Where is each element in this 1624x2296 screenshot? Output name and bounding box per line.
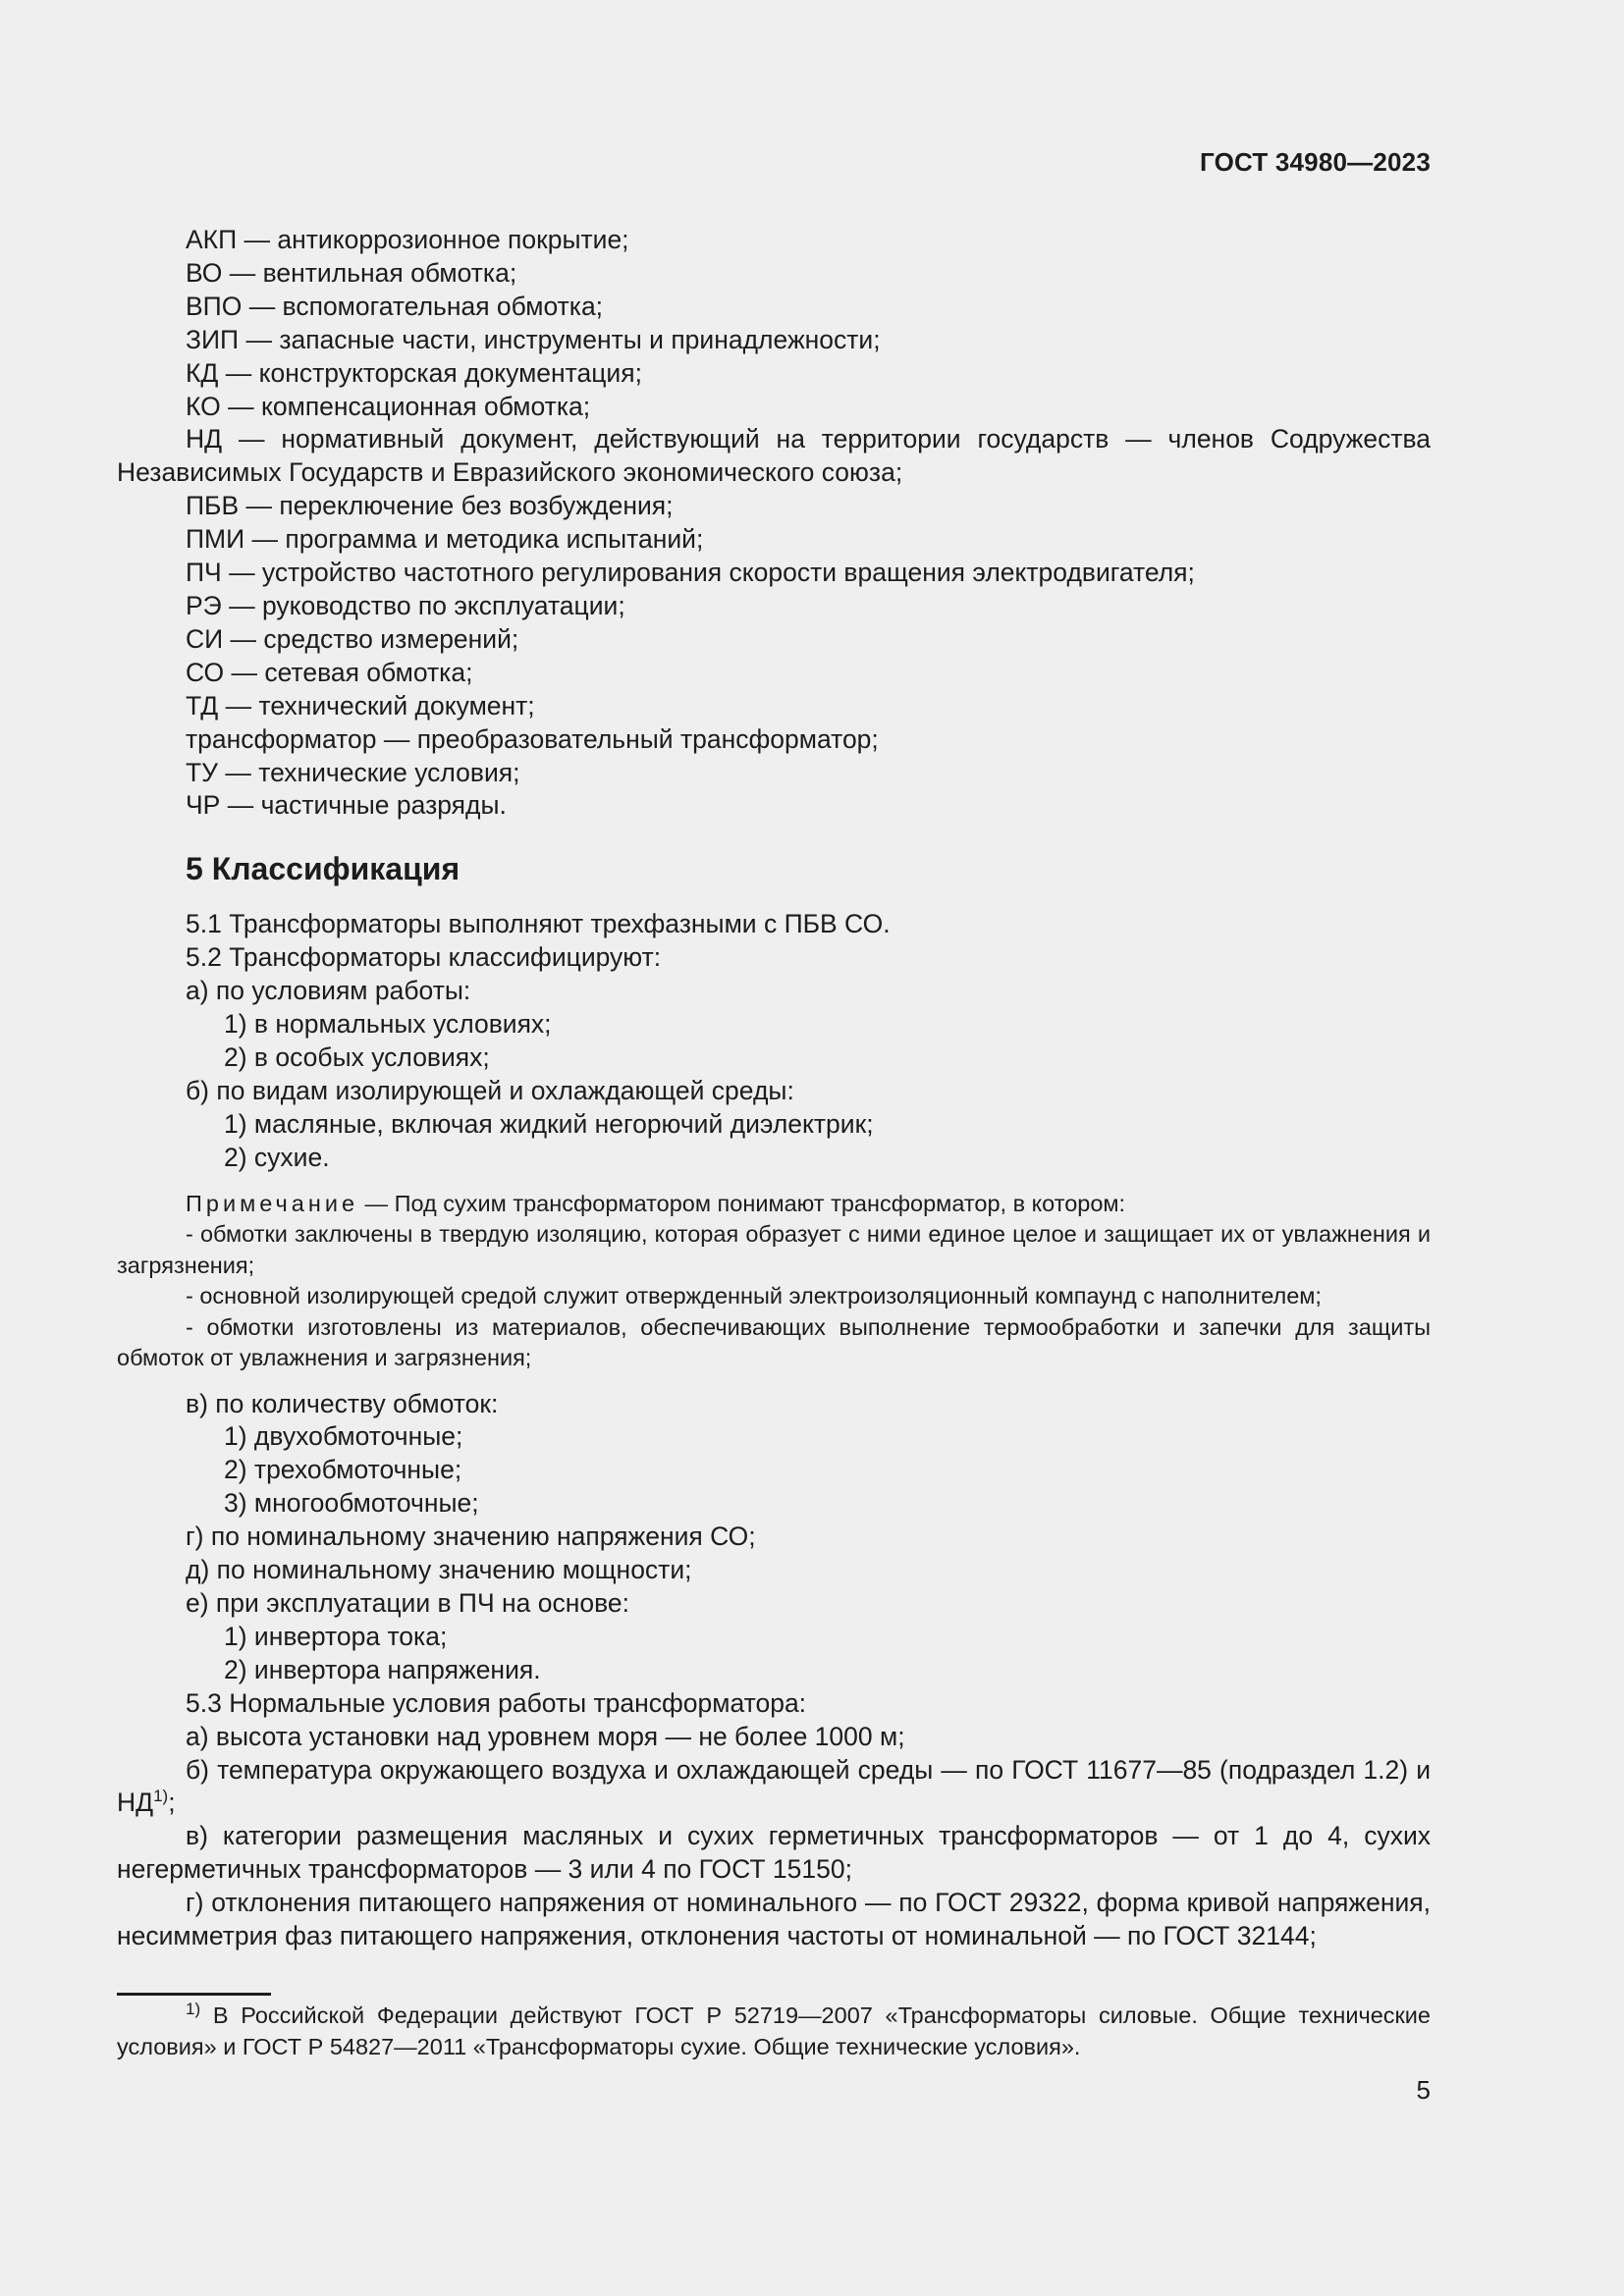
abbreviation-item: НД — нормативный документ, действующий на территории государств — членов Содружества Независимых Государств и Евразийского экономического союза; [117,424,1431,488]
standard-header: ГОСТ 34980—2023 [1200,147,1431,177]
footnote [117,2001,1431,2062]
list-item-d: д) по номинальному значению мощности; [186,1555,692,1585]
note-intro [117,1189,1431,1220]
condition-b-text: б) температура окружающего воздуха и охлаждающей среды — по ГОСТ 11677—85 (подраздел 1.2) и НД [117,1754,1431,1818]
note-block [117,1189,1431,1374]
abbreviation-item: ТУ — технические условия; [186,757,520,787]
sub-item: 1) двухобмоточные; [224,1421,463,1452]
list-item-e: е) при эксплуатации в ПЧ на основе: [186,1588,629,1618]
footnote-text-line [117,2001,1431,2062]
sub-item: 1) масляные, включая жидкий негорючий диэлектрик; [224,1108,874,1139]
abbreviation-item: РЭ — руководство по эксплуатации; [186,590,625,620]
abbreviation-list [117,224,1431,823]
abbreviation-item: СИ — средство измерений; [186,623,519,654]
condition-g: г) отклонения питающего напряжения от номинального — по ГОСТ 29322, форма кривой напряжения, несимметрия фаз питающего напряжения, отклонения частоты от номинальной — по ГОСТ 32144; [117,1888,1431,1951]
abbreviation-item: ПМИ — программа и методика испытаний; [186,524,704,555]
clause-5-3: 5.3 Нормальные условия работы трансформатора: [186,1687,807,1718]
sub-item: 3) многообмоточные; [224,1488,479,1519]
sub-item: 2) в особых условиях; [224,1041,490,1072]
list-item-a: а) по условиям работы: [186,976,471,1006]
sub-item: 2) инвертора напряжения. [224,1654,541,1684]
abbreviation-item: КО — компенсационная обмотка; [186,391,591,421]
abbreviation-item: ПЧ — устройство частотного регулирования скорости вращения электродвигателя; [186,558,1195,588]
abbreviation-item: ПБВ — переключение без возбуждения; [186,491,674,521]
clause-5-2: 5.2 Трансформаторы классифицируют: [186,942,662,973]
abbreviation-item: ЧР — частичные разряды. [186,790,507,821]
condition-a: а) высота установки над уровнем моря — не более 1000 м; [186,1721,905,1751]
condition-b [117,1754,1431,1821]
abbreviation-item: КД — конструкторская документация; [186,357,642,388]
clause-5-1: 5.1 Трансформаторы выполняют трехфазными с ПБВ СО. [186,909,891,939]
footnote-text: В Российской Федерации действуют ГОСТ Р 52719—2007 «Трансформаторы силовые. Общие технические условия» и ГОСТ Р 54827—2011 «Трансформаторы сухие. Общие технические условия». [117,2002,1431,2059]
abbreviation-item: трансформатор — преобразовательный трансформатор; [186,723,879,754]
condition-v: в) категории размещения масляных и сухих герметичных трансформаторов — от 1 до 4, сухих негерметичных трансформаторов — 3 или 4 по ГОСТ 15150; [117,1821,1431,1885]
footnote-divider [117,1993,271,1996]
sub-item: 2) сухие. [224,1142,330,1172]
list-item-g: г) по номинальному значению напряжения СО; [186,1522,756,1552]
sub-item: 1) в нормальных условиях; [224,1009,552,1040]
footnote-ref: 1) [153,1787,169,1806]
condition-b-end: ; [168,1788,176,1818]
list-item-v: в) по количеству обмоток: [186,1388,499,1418]
abbreviation-item: СО — сетевая обмотка; [186,657,473,687]
note-item: - обмотки изготовлены из материалов, обеспечивающих выполнение термообработки и запечки для защиты обмоток от увлажнения и загрязнения; [117,1313,1431,1371]
page-number: 5 [1416,2075,1431,2105]
abbreviation-item: АКП — антикоррозионное покрытие; [186,225,629,254]
abbreviation-item: ВО — вентильная обмотка; [186,257,517,288]
note-intro-text: — Под сухим трансформатором понимают трансформатор, в котором: [358,1190,1126,1216]
note-item: - основной изолирующей средой служит отвержденный электроизоляционный компаунд с наполнителем; [186,1283,1322,1309]
note-label: Примечание [186,1190,359,1216]
abbreviation-item: ВПО — вспомогательная обмотка; [186,291,604,321]
main-text [117,224,1431,1953]
abbreviation-item: ТД — технический документ; [186,690,535,721]
footnote-marker: 1) [186,2000,201,2019]
note-item: - обмотки заключены в твердую изоляцию, которая образует с ними единое целое и защищает их от увлажнения и загрязнения; [117,1221,1431,1278]
sub-item: 1) инвертора тока; [224,1621,448,1651]
list-item-b: б) по видам изолирующей и охлаждающей среды: [186,1075,794,1105]
sub-item: 2) трехобмоточные; [224,1455,462,1485]
section-title: 5 Классификация [186,851,460,887]
abbreviation-item: ЗИП — запасные части, инструменты и принадлежности; [186,324,881,354]
